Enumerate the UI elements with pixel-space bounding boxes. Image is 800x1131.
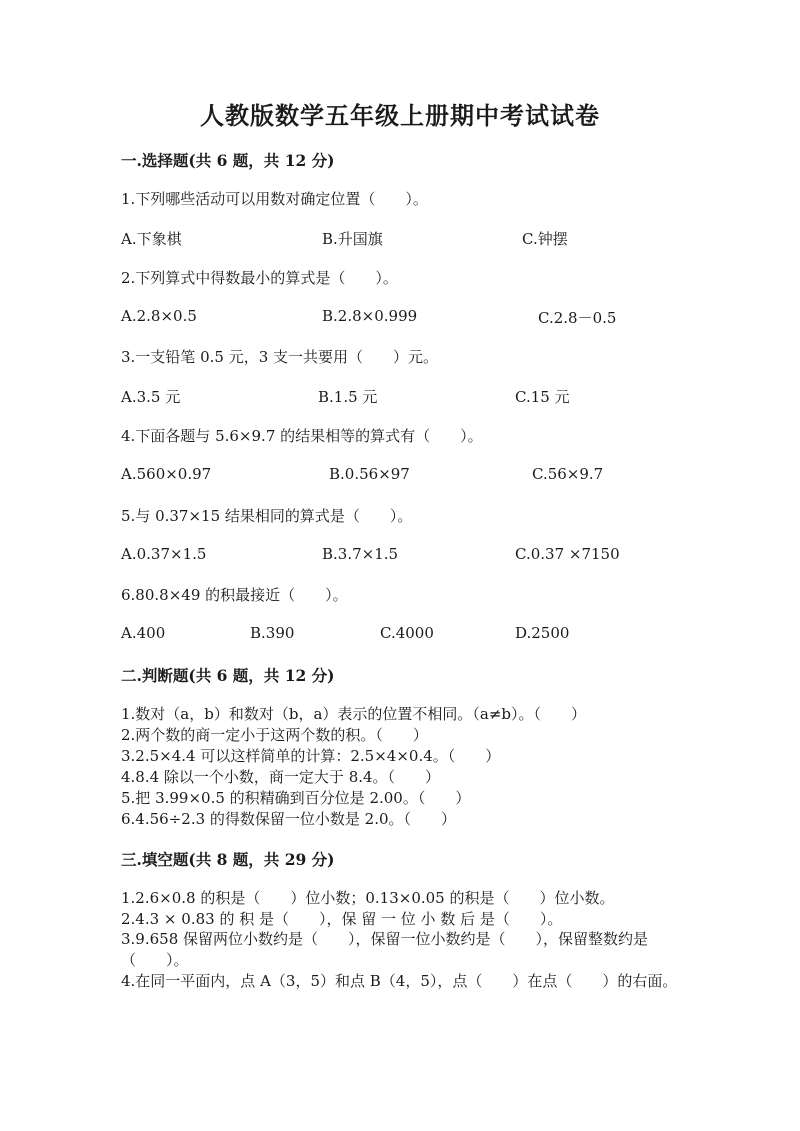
option-d: D.2500	[515, 624, 570, 642]
option-a: A.0.37×1.5	[121, 545, 207, 563]
option-b: B.升国旗	[322, 230, 383, 248]
question-text: 6.80.8×49 的积最接近（ ）。	[121, 586, 348, 604]
option-a: A.3.5 元	[121, 388, 181, 406]
fill-blank-item: 4.在同一平面内，点 A（3，5）和点 B（4，5），点（ ）在点（ ）的右面。	[121, 972, 678, 990]
judgement-item: 6.4.56÷2.3 的得数保留一位小数是 2.0。（ ）	[121, 810, 457, 828]
option-b: B.390	[250, 624, 295, 642]
option-b: B.1.5 元	[318, 388, 378, 406]
judgement-item: 1.数对（a，b）和数对（b，a）表示的位置不相同。（a≠b）。（ ）	[121, 705, 587, 723]
fill-blank-item: 3.9.658 保留两位小数约是（ ），保留一位小数约是（ ），保留整数约是（ ）。	[121, 930, 649, 969]
fill-blank-item: 1.2.6×0.8 的积是（ ）位小数；0.13×0.05 的积是（ ）位小数。	[121, 889, 615, 907]
fill-blank-item: 2.4.3 × 0.83 的 积 是（ ），保 留 一 位 小 数 后 是（ ）。	[121, 910, 563, 928]
question-text: 1.下列哪些活动可以用数对确定位置（ ）。	[121, 190, 428, 208]
option-a: A.2.8×0.5	[121, 307, 197, 325]
question-text: 4.下面各题与 5.6×9.7 的结果相等的算式有（ ）。	[121, 427, 483, 445]
judgement-item: 3.2.5×4.4 可以这样简单的计算：2.5×4×0.4。（ ）	[121, 747, 501, 765]
option-c: C.15 元	[515, 388, 570, 406]
option-b: B.2.8×0.999	[322, 307, 418, 325]
option-a: A.560×0.97	[121, 465, 212, 483]
option-c: C.0.37 ×7150	[515, 545, 620, 563]
option-c: C.钟摆	[522, 230, 568, 248]
section-heading-judgement: 二.判断题(共 6 题，共 12 分)	[121, 666, 335, 685]
exam-title: 人教版数学五年级上册期中考试试卷	[200, 101, 600, 130]
option-a: A.下象棋	[121, 230, 182, 248]
question-text: 2.下列算式中得数最小的算式是（ ）。	[121, 269, 398, 287]
option-c: C.4000	[380, 624, 434, 642]
section-heading-choice: 一.选择题(共 6 题，共 12 分)	[121, 151, 335, 170]
option-c: C.56×9.7	[532, 465, 604, 483]
judgement-item: 2.两个数的商一定小于这两个数的积。（ ）	[121, 726, 428, 744]
judgement-item: 4.8.4 除以一个小数，商一定大于 8.4。（ ）	[121, 768, 441, 786]
option-a: A.400	[121, 624, 166, 642]
option-b: B.0.56×97	[329, 465, 410, 483]
option-c: C.2.8－0.5	[538, 309, 617, 327]
section-heading-fill-blank: 三.填空题(共 8 题，共 29 分)	[121, 850, 335, 869]
judgement-item: 5.把 3.99×0.5 的积精确到百分位是 2.00。（ ）	[121, 789, 471, 807]
question-text: 3.一支铅笔 0.5 元，3 支一共要用（ ）元。	[121, 348, 439, 366]
question-text: 5.与 0.37×15 结果相同的算式是（ ）。	[121, 507, 413, 525]
option-b: B.3.7×1.5	[322, 545, 399, 563]
